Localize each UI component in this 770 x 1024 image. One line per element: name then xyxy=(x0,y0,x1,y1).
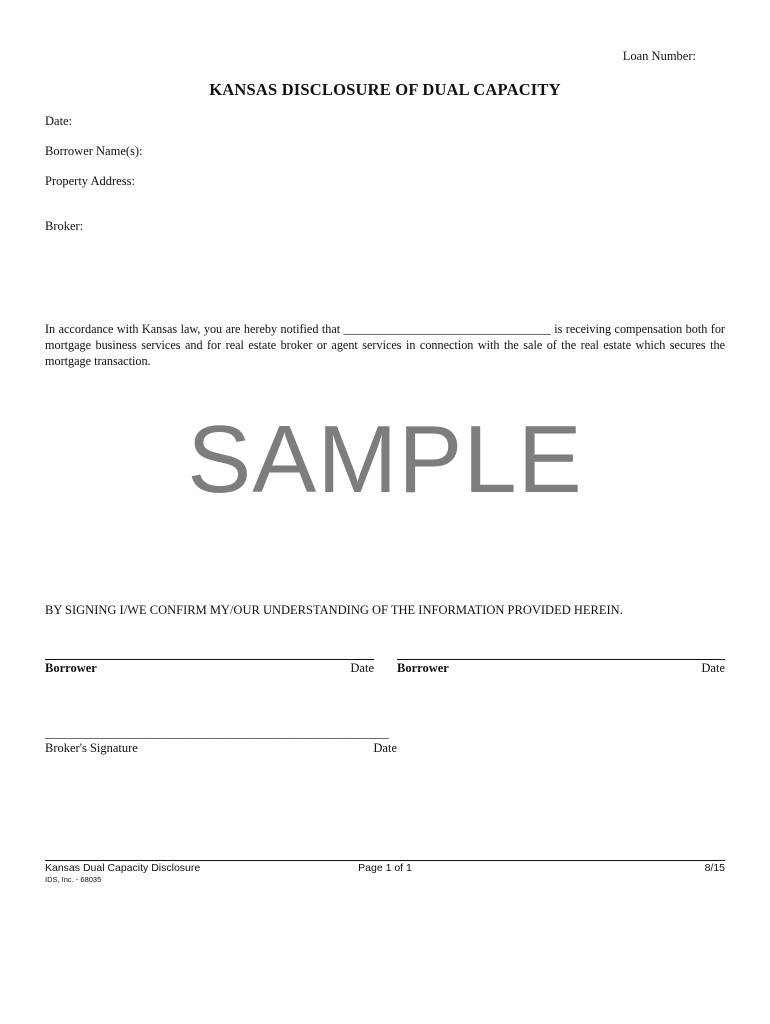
borrower1-date-label: Date xyxy=(350,661,374,675)
date-label: Date: xyxy=(45,114,73,128)
borrower2-label: Borrower xyxy=(397,661,449,675)
broker-label: Broker: xyxy=(45,219,84,233)
sample-watermark: SAMPLE xyxy=(187,406,583,513)
borrower-names-label: Borrower Name(s): xyxy=(45,144,143,158)
footer-rule xyxy=(45,860,725,861)
property-address-label: Property Address: xyxy=(45,174,135,188)
document-title: KANSAS DISCLOSURE OF DUAL CAPACITY xyxy=(209,80,561,99)
footer-revision-date: 8/15 xyxy=(704,862,725,874)
borrower1-signature-line xyxy=(45,659,374,660)
broker-signature-line: _______________________________________________________ xyxy=(45,726,389,740)
footer-page-number: Page 1 of 1 xyxy=(358,862,412,874)
footer-form-name: Kansas Dual Capacity Disclosure xyxy=(45,862,201,874)
broker-signature-label: Broker's Signature xyxy=(45,741,138,755)
borrower2-date-label: Date xyxy=(701,661,725,675)
borrower2-signature-line xyxy=(397,659,725,660)
footer-form-id: IDS, Inc. - 68035 xyxy=(45,875,102,884)
borrower1-label: Borrower xyxy=(45,661,97,675)
notice-paragraph: In accordance with Kansas law, you are hereby notified that __________________________________ is receiving compensation both for mortgage business services and for real estate broker or agent services in connection with the sale of the real estate which secures the mortgage transaction. xyxy=(45,322,725,368)
loan-number-label: Loan Number: xyxy=(622,49,696,63)
confirmation-statement: BY SIGNING I/WE CONFIRM MY/OUR UNDERSTANDING OF THE INFORMATION PROVIDED HEREIN. xyxy=(45,603,623,617)
broker-date-label: Date xyxy=(373,741,397,755)
